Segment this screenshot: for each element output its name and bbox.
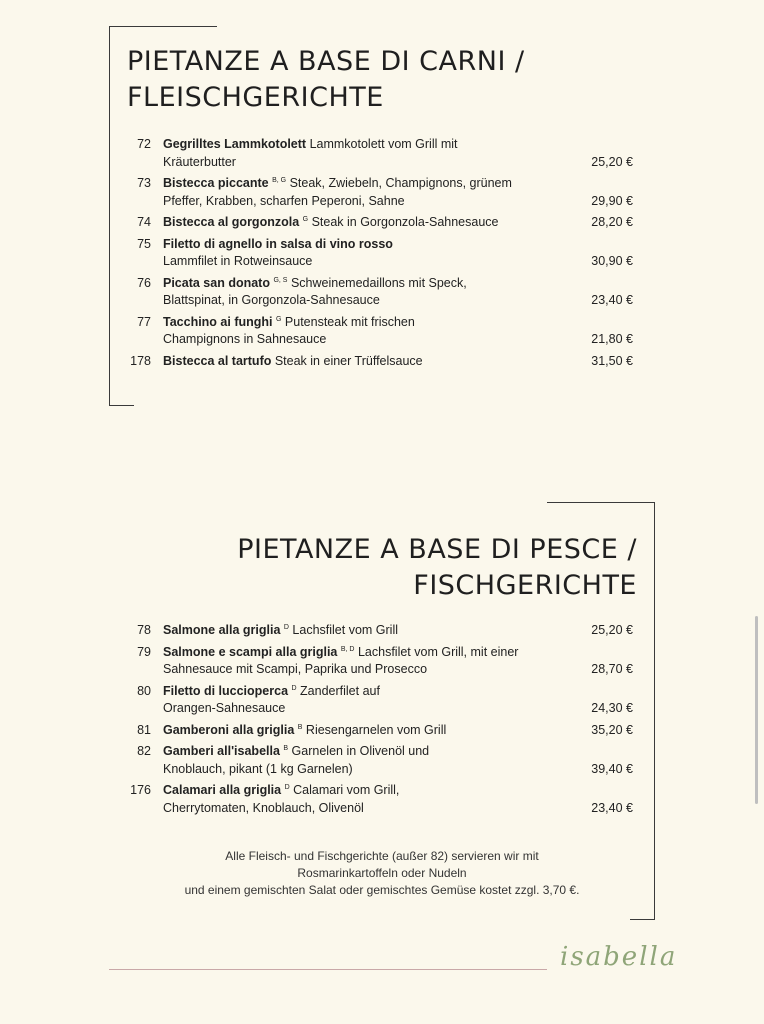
- item-description: Steak, Zwiebeln, Champignons, grünem Pfeffer, Krabben, scharfen Peperoni, Sahne: [163, 176, 512, 208]
- meat-section-title: [127, 44, 525, 116]
- item-allergens: D: [291, 684, 297, 692]
- fish-menu-list: [109, 622, 655, 821]
- meat-title-line-1: PIETANZE A BASE DI CARNI /: [127, 46, 525, 77]
- item-number: 81: [137, 722, 151, 737]
- item-name: Bistecca al gorgonzola: [163, 215, 300, 229]
- menu-item: [109, 644, 655, 679]
- menu-item: [109, 683, 655, 718]
- isabella-logo: isabella: [560, 942, 678, 972]
- item-description: Steak in Gorgonzola-Sahnesauce: [308, 215, 499, 229]
- item-name: Gegrilltes Lammkotolett: [163, 137, 307, 151]
- frame-bottom-line: [109, 405, 134, 406]
- item-description: Lammfilet in Rotweinsauce: [163, 254, 313, 268]
- item-allergens: G, S: [273, 276, 288, 284]
- menu-item: [109, 236, 649, 271]
- item-name: Salmone e scampi alla griglia: [163, 644, 338, 659]
- item-allergens: B: [297, 723, 303, 731]
- note-line-1: Alle Fleisch- und Fischgerichte (außer 82) servieren wir mit: [225, 849, 539, 863]
- fish-section: [109, 502, 655, 922]
- item-price: 25,20 €: [591, 623, 633, 637]
- item-description: Lachsfilet vom Grill: [288, 623, 399, 637]
- menu-item: [109, 622, 655, 640]
- item-number: 77: [137, 314, 151, 329]
- item-price: 28,70 €: [591, 662, 633, 676]
- frame-top-line: [547, 502, 655, 503]
- item-name: Filetto di agnello in salsa di vino rosso: [163, 236, 393, 251]
- frame-bottom-line: [630, 919, 655, 920]
- item-name: Gamberi all'isabella: [163, 744, 280, 758]
- fish-title-line-2: FISCHGERICHTE: [413, 570, 637, 601]
- item-allergens: G: [302, 216, 309, 223]
- item-number: 76: [137, 275, 151, 290]
- note-line-2: Rosmarinkartoffeln oder Nudeln: [297, 866, 467, 880]
- item-description: Riesengarnelen vom Grill: [302, 722, 447, 737]
- item-number: 176: [130, 783, 151, 797]
- menu-item: [109, 214, 649, 232]
- item-name: Filetto di luccioperca: [163, 683, 289, 698]
- item-number: 75: [137, 236, 151, 251]
- item-description: Putensteak mit frischen Champignons in Sahnesauce: [163, 314, 415, 346]
- item-description: Steak in einer Trüffelsauce: [271, 353, 423, 368]
- menu-item: [109, 175, 649, 210]
- item-allergens: B, G: [272, 177, 287, 184]
- item-number: 74: [137, 215, 151, 229]
- menu-item: [109, 353, 649, 371]
- item-name: Bistecca al tartufo: [163, 353, 272, 368]
- menu-item: [109, 782, 655, 817]
- footer-divider: [109, 969, 547, 970]
- item-number: 72: [137, 137, 151, 151]
- fish-section-title: [237, 532, 637, 604]
- menu-item: [109, 722, 655, 740]
- meat-section: [109, 26, 649, 406]
- item-price: 35,20 €: [591, 722, 633, 737]
- item-price: 25,20 €: [591, 154, 633, 169]
- meat-menu-list: [109, 136, 649, 374]
- fish-title-line-1: PIETANZE A BASE DI PESCE /: [237, 534, 637, 565]
- item-price: 29,90 €: [591, 193, 633, 208]
- item-description: Garnelen in Olivenöl und Knoblauch, pikant (1 kg Garnelen): [163, 744, 430, 776]
- item-name: Bistecca piccante: [163, 176, 269, 190]
- item-name: Gamberoni alla griglia: [163, 722, 295, 737]
- menu-item: [109, 275, 649, 310]
- frame-top-line: [109, 26, 217, 27]
- meat-title-line-2: FLEISCHGERICHTE: [127, 82, 384, 113]
- item-name: Picata san donato: [163, 275, 270, 290]
- item-number: 78: [137, 623, 151, 637]
- item-price: 30,90 €: [591, 254, 633, 268]
- side-dish-note: [139, 848, 625, 899]
- menu-item: [109, 314, 649, 349]
- item-description: Zanderfilet auf Orangen-Sahnesauce: [163, 683, 380, 715]
- menu-item: [109, 136, 649, 171]
- item-description: Schweinemedaillons mit Speck, Blattspinat, in Gorgonzola-Sahnesauce: [163, 275, 467, 307]
- item-allergens: B: [283, 745, 289, 752]
- note-line-3: und einem gemischten Salat oder gemischtes Gemüse kostet zzgl. 3,70 €.: [184, 883, 580, 897]
- scrollbar-thumb[interactable]: [755, 616, 758, 804]
- item-description: Calamari vom Grill, Cherrytomaten, Knoblauch, Olivenöl: [163, 783, 400, 815]
- item-number: 82: [137, 744, 151, 758]
- item-number: 79: [137, 644, 151, 659]
- item-description: Lachsfilet vom Grill, mit einer Sahnesauce mit Scampi, Paprika und Prosecco: [163, 644, 519, 676]
- item-price: 39,40 €: [591, 761, 633, 776]
- item-name: Calamari alla griglia: [163, 783, 282, 797]
- item-name: Tacchino ai funghi: [163, 314, 273, 329]
- item-description: Lammkotolett vom Grill mit Kräuterbutter: [163, 137, 458, 169]
- item-price: 23,40 €: [591, 800, 633, 815]
- menu-item: [109, 743, 655, 778]
- item-allergens: D: [284, 784, 290, 791]
- item-price: 21,80 €: [591, 332, 633, 346]
- item-price: 23,40 €: [591, 293, 633, 307]
- item-number: 80: [137, 683, 151, 698]
- item-price: 28,20 €: [591, 215, 633, 229]
- item-allergens: D: [283, 624, 289, 631]
- item-allergens: G: [275, 315, 282, 323]
- item-price: 24,30 €: [591, 701, 633, 715]
- item-allergens: B, D: [340, 645, 355, 653]
- item-name: Salmone alla griglia: [163, 623, 281, 637]
- item-price: 31,50 €: [591, 353, 633, 368]
- item-number: 73: [137, 176, 151, 190]
- item-number: 178: [130, 353, 151, 368]
